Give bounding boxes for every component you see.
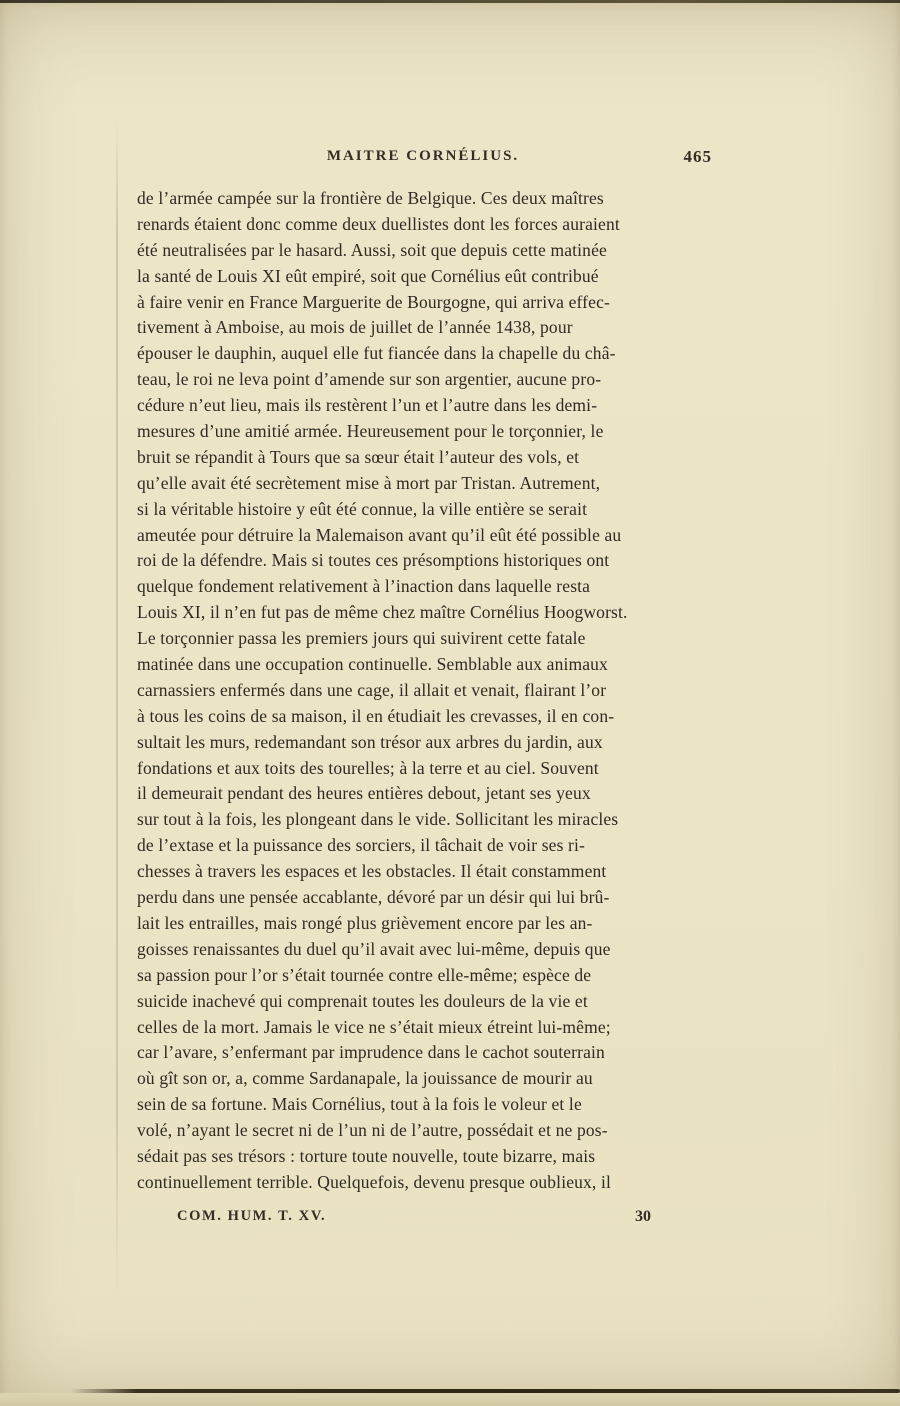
running-header bbox=[137, 148, 764, 170]
text-line: Le torçonnier passa les premiers jours qui suivirent cette fatale bbox=[137, 628, 586, 649]
text-line: carnassiers enfermés dans une cage, il allait et venait, flairant l’or bbox=[137, 679, 607, 700]
edition-signature: COM. HUM. T. XV. bbox=[177, 1208, 327, 1224]
text-line: sur tout à la fois, les plongeant dans le vide. Sollicitant les miracles bbox=[137, 809, 619, 830]
text-line: sultait les murs, redemandant son trésor aux arbres du jardin, aux bbox=[137, 731, 603, 752]
text-line: été neutralisées par le hasard. Aussi, soit que depuis cette matinée bbox=[137, 239, 607, 260]
text-line: de l’extase et la puissance des sorciers, il tâchait de voir ses ri- bbox=[137, 835, 586, 856]
text-line: celles de la mort. Jamais le vice ne s’était mieux étreint lui-même; bbox=[137, 1016, 611, 1037]
text-line: volé, n’ayant le secret ni de l’un ni de l’autre, possédait et ne pos- bbox=[137, 1120, 608, 1141]
text-line: il demeurait pendant des heures entières debout, jetant ses yeux bbox=[137, 783, 591, 804]
body-text bbox=[137, 186, 764, 1196]
text-line: épouser le dauphin, auquel elle fut fiancée dans la chapelle du châ- bbox=[137, 343, 616, 364]
text-line: si la véritable histoire y eût été connue, la ville entière se serait bbox=[137, 498, 588, 519]
text-line: continuellement terrible. Quelquefois, devenu presque oublieux, il bbox=[137, 1171, 611, 1192]
running-header-title: MAITRE CORNÉLIUS. bbox=[326, 148, 520, 164]
text-line: teau, le roi ne leva point d’amende sur son argentier, aucune pro- bbox=[137, 369, 602, 390]
text-line: bruit se répandit à Tours que sa sœur était l’auteur des vols, et bbox=[137, 446, 580, 467]
text-line: sédait pas ses trésors : torture toute nouvelle, toute bizarre, mais bbox=[137, 1145, 596, 1166]
text-column bbox=[137, 148, 764, 1196]
text-line: sein de sa fortune. Mais Cornélius, tout à la fois le voleur et le bbox=[137, 1094, 582, 1115]
text-line: Louis XI, il n’en fut pas de même chez maître Cornélius Hoogworst. bbox=[137, 602, 628, 623]
text-line: quelque fondement relativement à l’inaction dans laquelle resta bbox=[137, 576, 591, 597]
text-line: tivement à Amboise, au mois de juillet de l’année 1438, pour bbox=[137, 317, 573, 338]
text-line: renards étaient donc comme deux duellistes dont les forces auraient bbox=[137, 213, 620, 234]
text-line: mesures d’une amitié armée. Heureusement pour le torçonnier, le bbox=[137, 421, 604, 442]
text-line: chesses à travers les espaces et les obstacles. Il était constamment bbox=[137, 861, 607, 882]
text-line: à tous les coins de sa maison, il en étudiait les crevasses, il en con- bbox=[137, 705, 615, 726]
scan-edge-bottom-strip bbox=[0, 1393, 900, 1406]
text-line: lait les entrailles, mais rongé plus grièvement encore par les an- bbox=[137, 912, 593, 933]
page-number: 465 bbox=[683, 147, 712, 166]
text-line: matinée dans une occupation continuelle. Semblable aux animaux bbox=[137, 654, 608, 675]
sheet-number: 30 bbox=[635, 1208, 651, 1225]
text-line: qu’elle avait été secrètement mise à mort par Tristan. Autrement, bbox=[137, 472, 601, 493]
text-line: à faire venir en France Marguerite de Bourgogne, qui arriva effec- bbox=[137, 291, 610, 312]
text-line: de l’armée campée sur la frontière de Belgique. Ces deux maîtres bbox=[137, 188, 604, 208]
text-line: car l’avare, s’enfermant par imprudence dans le cachot souterrain bbox=[137, 1042, 605, 1063]
text-line: fondations et aux toits des tourelles; à la terre et au ciel. Souvent bbox=[137, 757, 599, 778]
text-line: sa passion pour l’or s’était tournée contre elle-même; espèce de bbox=[137, 964, 592, 985]
text-line: perdu dans une pensée accablante, dévoré par un désir qui lui brû- bbox=[137, 887, 610, 908]
text-line: roi de la défendre. Mais si toutes ces présomptions historiques ont bbox=[137, 550, 610, 571]
text-line: cédure n’eut lieu, mais ils restèrent l’un et l’autre dans les demi- bbox=[137, 395, 598, 416]
page-footer bbox=[137, 1208, 764, 1230]
page-crease-left bbox=[116, 120, 118, 1300]
text-line: goisses renaissantes du duel qu’il avait avec lui-même, depuis que bbox=[137, 938, 611, 959]
text-line: ameutée pour détruire la Malemaison avant qu’il eût été possible au bbox=[137, 524, 622, 545]
text-line: suicide inachevé qui comprenait toutes les douleurs de la vie et bbox=[137, 990, 588, 1011]
scan-edge-top bbox=[0, 0, 900, 3]
text-line: où gît son or, a, comme Sardanapale, la jouissance de mourir au bbox=[137, 1068, 593, 1089]
scan-edge-bottom bbox=[70, 1389, 900, 1393]
text-line: la santé de Louis XI eût empiré, soit que Cornélius eût contribué bbox=[137, 265, 599, 286]
